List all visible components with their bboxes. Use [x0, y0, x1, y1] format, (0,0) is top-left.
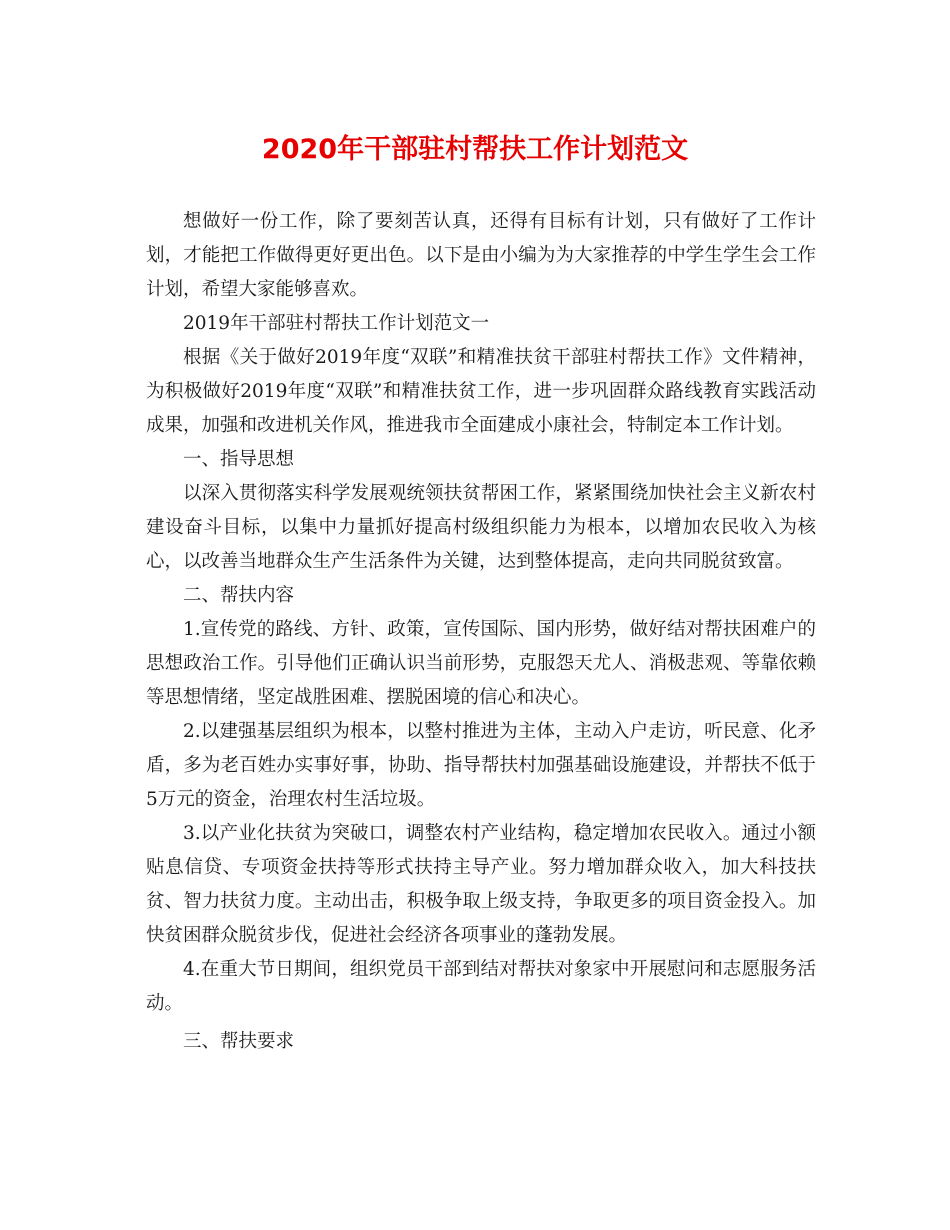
guiding-ideology-paragraph: 以深入贯彻落实科学发展观统领扶贫帮困工作，紧紧围绕加快社会主义新农村建设奋斗目标，以集中力量抓好提高村级组织能力为根本，以增加农民收入为核心，以改善当地群众生产生活条件为关键，达到整体提高，走向共同脱贫致富。 — [146, 483, 816, 572]
content-item-4: 4.在重大节日期间，组织党员干部到结对帮扶对象家中开展慰问和志愿服务活动。 — [146, 959, 816, 1014]
section-heading-plan-one: 2019年干部驻村帮扶工作计划范文一 — [183, 313, 490, 334]
section-heading-guiding-ideology: 一、指导思想 — [183, 449, 295, 470]
intro-paragraph: 想做好一份工作，除了要刻苦认真，还得有目标有计划，只有做好了工作计划，才能把工作做得更好更出色。以下是由小编为为大家推荐的中学生学生会工作计划，希望大家能够喜欢。 — [146, 211, 816, 300]
content-item-1: 1.宣传党的路线、方针、政策，宣传国际、国内形势，做好结对帮扶困难户的思想政治工作。引导他们正确认识当前形势，克服怨天尤人、消极悲观、等靠依赖等思想情绪，坚定战胜困难、摆脱困境的信心和决心。 — [146, 619, 816, 708]
section-heading-assistance-content: 二、帮扶内容 — [183, 585, 295, 606]
basis-paragraph: 根据《关于做好2019年度“双联”和精准扶贫干部驻村帮扶工作》文件精神，为积极做好2019年度“双联”和精准扶贫工作，进一步巩固群众路线教育实践活动成果，加强和改进机关作风，推进我市全面建成小康社会，特制定本工作计划。 — [146, 347, 816, 436]
section-heading-assistance-requirements: 三、帮扶要求 — [183, 1031, 295, 1052]
document-body — [146, 205, 816, 1059]
document-title: 2020年干部驻村帮扶工作计划范文 — [261, 134, 689, 165]
content-item-3: 3.以产业化扶贫为突破口，调整农村产业结构，稳定增加农民收入。通过小额贴息信贷、专项资金扶持等形式扶持主导产业。努力增加群众收入，加大科技扶贫、智力扶贫力度。主动出击，积极争取上级支持，争取更多的项目资金投入。加快贫困群众脱贫步伐，促进社会经济各项事业的蓬勃发展。 — [146, 823, 816, 946]
content-item-2: 2.以建强基层组织为根本，以整村推进为主体，主动入户走访，听民意、化矛盾，多为老百姓办实事好事，协助、指导帮扶村加强基础设施建设，并帮扶不低于5万元的资金，治理农村生活垃圾。 — [146, 721, 816, 810]
